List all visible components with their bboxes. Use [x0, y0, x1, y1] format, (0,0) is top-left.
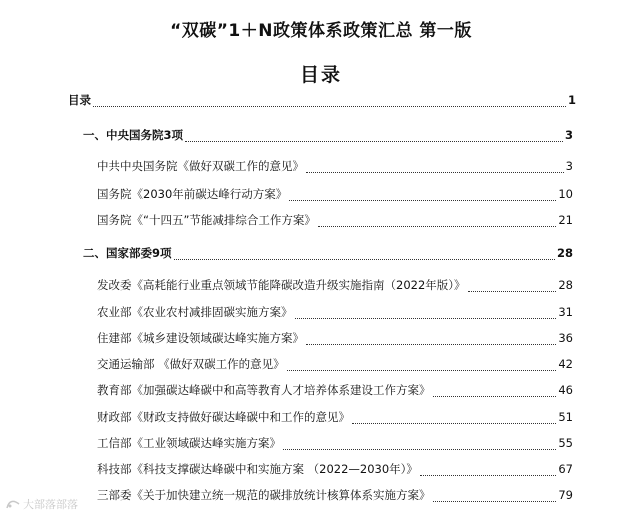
toc-leader-dots — [306, 160, 564, 173]
toc-leader-dots — [174, 247, 555, 260]
toc-section-central[interactable] — [83, 126, 573, 144]
toc-item[interactable] — [97, 211, 573, 229]
toc-page-number: 55 — [558, 436, 573, 450]
toc-item-label: 工信部《工业领域碳达峰实施方案》 — [97, 436, 281, 450]
toc-leader-dots — [433, 384, 557, 397]
toc-item[interactable] — [97, 303, 573, 321]
toc-page-number: 67 — [558, 462, 573, 476]
toc-item-label: 财政部《财政支持做好碳达峰碳中和工作的意见》 — [97, 410, 350, 424]
toc-leader-dots — [185, 129, 563, 142]
toc-entry-root[interactable] — [68, 91, 576, 109]
toc-item-label: 住建部《城乡建设领域碳达峰实施方案》 — [97, 331, 304, 345]
toc-page-number: 42 — [558, 357, 573, 371]
toc-item[interactable] — [97, 381, 573, 399]
toc-leader-dots — [433, 489, 557, 502]
toc-page-number: 3 — [564, 128, 573, 142]
watermark — [6, 496, 78, 512]
toc-leader-dots — [283, 437, 556, 450]
toc-item[interactable] — [97, 355, 573, 373]
toc-page-number: 31 — [558, 305, 573, 319]
document-title: “双碳”1＋N政策体系政策汇总 第一版 — [170, 21, 472, 41]
toc-leader-dots — [306, 332, 556, 345]
toc-item[interactable] — [97, 276, 573, 294]
toc-leader-dots — [352, 411, 556, 424]
toc-leader-dots — [420, 463, 556, 476]
toc-item[interactable] — [97, 486, 573, 504]
toc-section-label: 二、国家部委9项 — [83, 246, 172, 260]
toc-heading: 目录 — [299, 64, 342, 86]
toc-item[interactable] — [97, 157, 573, 175]
toc-leader-dots — [295, 306, 557, 319]
toc-item[interactable] — [97, 460, 573, 478]
toc-page-number: 28 — [558, 278, 573, 292]
toc-page-number: 1 — [567, 93, 576, 107]
toc-page-number: 21 — [558, 213, 573, 227]
toc-item-label: 交通运输部 《做好双碳工作的意见》 — [97, 357, 285, 371]
toc-page-number: 28 — [556, 246, 573, 260]
toc-page-number: 10 — [558, 187, 573, 201]
toc-item-label: 三部委《关于加快建立统一规范的碳排放统计核算体系实施方案》 — [97, 488, 431, 502]
toc-item-label: 国务院《“十四五”节能减排综合工作方案》 — [97, 213, 316, 227]
watermark-text: 大部落部落 — [23, 498, 78, 511]
toc-item[interactable] — [97, 185, 573, 203]
toc-item-label: 科技部《科技支撑碳达峰碳中和实施方案 （2022—2030年）》 — [97, 462, 418, 476]
toc-item[interactable] — [97, 434, 573, 452]
toc-item-label: 中共中央国务院《做好双碳工作的意见》 — [97, 159, 304, 173]
toc-item-label: 农业部《农业农村减排固碳实施方案》 — [97, 305, 293, 319]
toc-item-label: 发改委《高耗能行业重点领域节能降碳改造升级实施指南（2022年版）》 — [97, 278, 466, 292]
toc-leader-dots — [289, 188, 556, 201]
toc-section-label: 一、中央国务院3项 — [83, 128, 184, 142]
toc-page-number: 51 — [558, 410, 573, 424]
toc-page-number: 46 — [558, 383, 573, 397]
toc-leader-dots — [468, 279, 557, 292]
toc-entry-label: 目录 — [68, 93, 91, 107]
toc-leader-dots — [318, 214, 556, 227]
toc-section-ministries[interactable] — [83, 244, 573, 262]
toc-item-label: 教育部《加强碳达峰碳中和高等教育人才培养体系建设工作方案》 — [97, 383, 431, 397]
toc-page-number: 79 — [558, 488, 573, 502]
toc-item[interactable] — [97, 408, 573, 426]
toc-page-number: 3 — [565, 159, 573, 173]
toc-leader-dots — [93, 94, 566, 107]
toc-item-label: 国务院《2030年前碳达峰行动方案》 — [97, 187, 288, 201]
toc-leader-dots — [287, 358, 557, 371]
toc-page-number: 36 — [558, 331, 573, 345]
watermark-logo-icon — [6, 498, 20, 510]
toc-item[interactable] — [97, 329, 573, 347]
